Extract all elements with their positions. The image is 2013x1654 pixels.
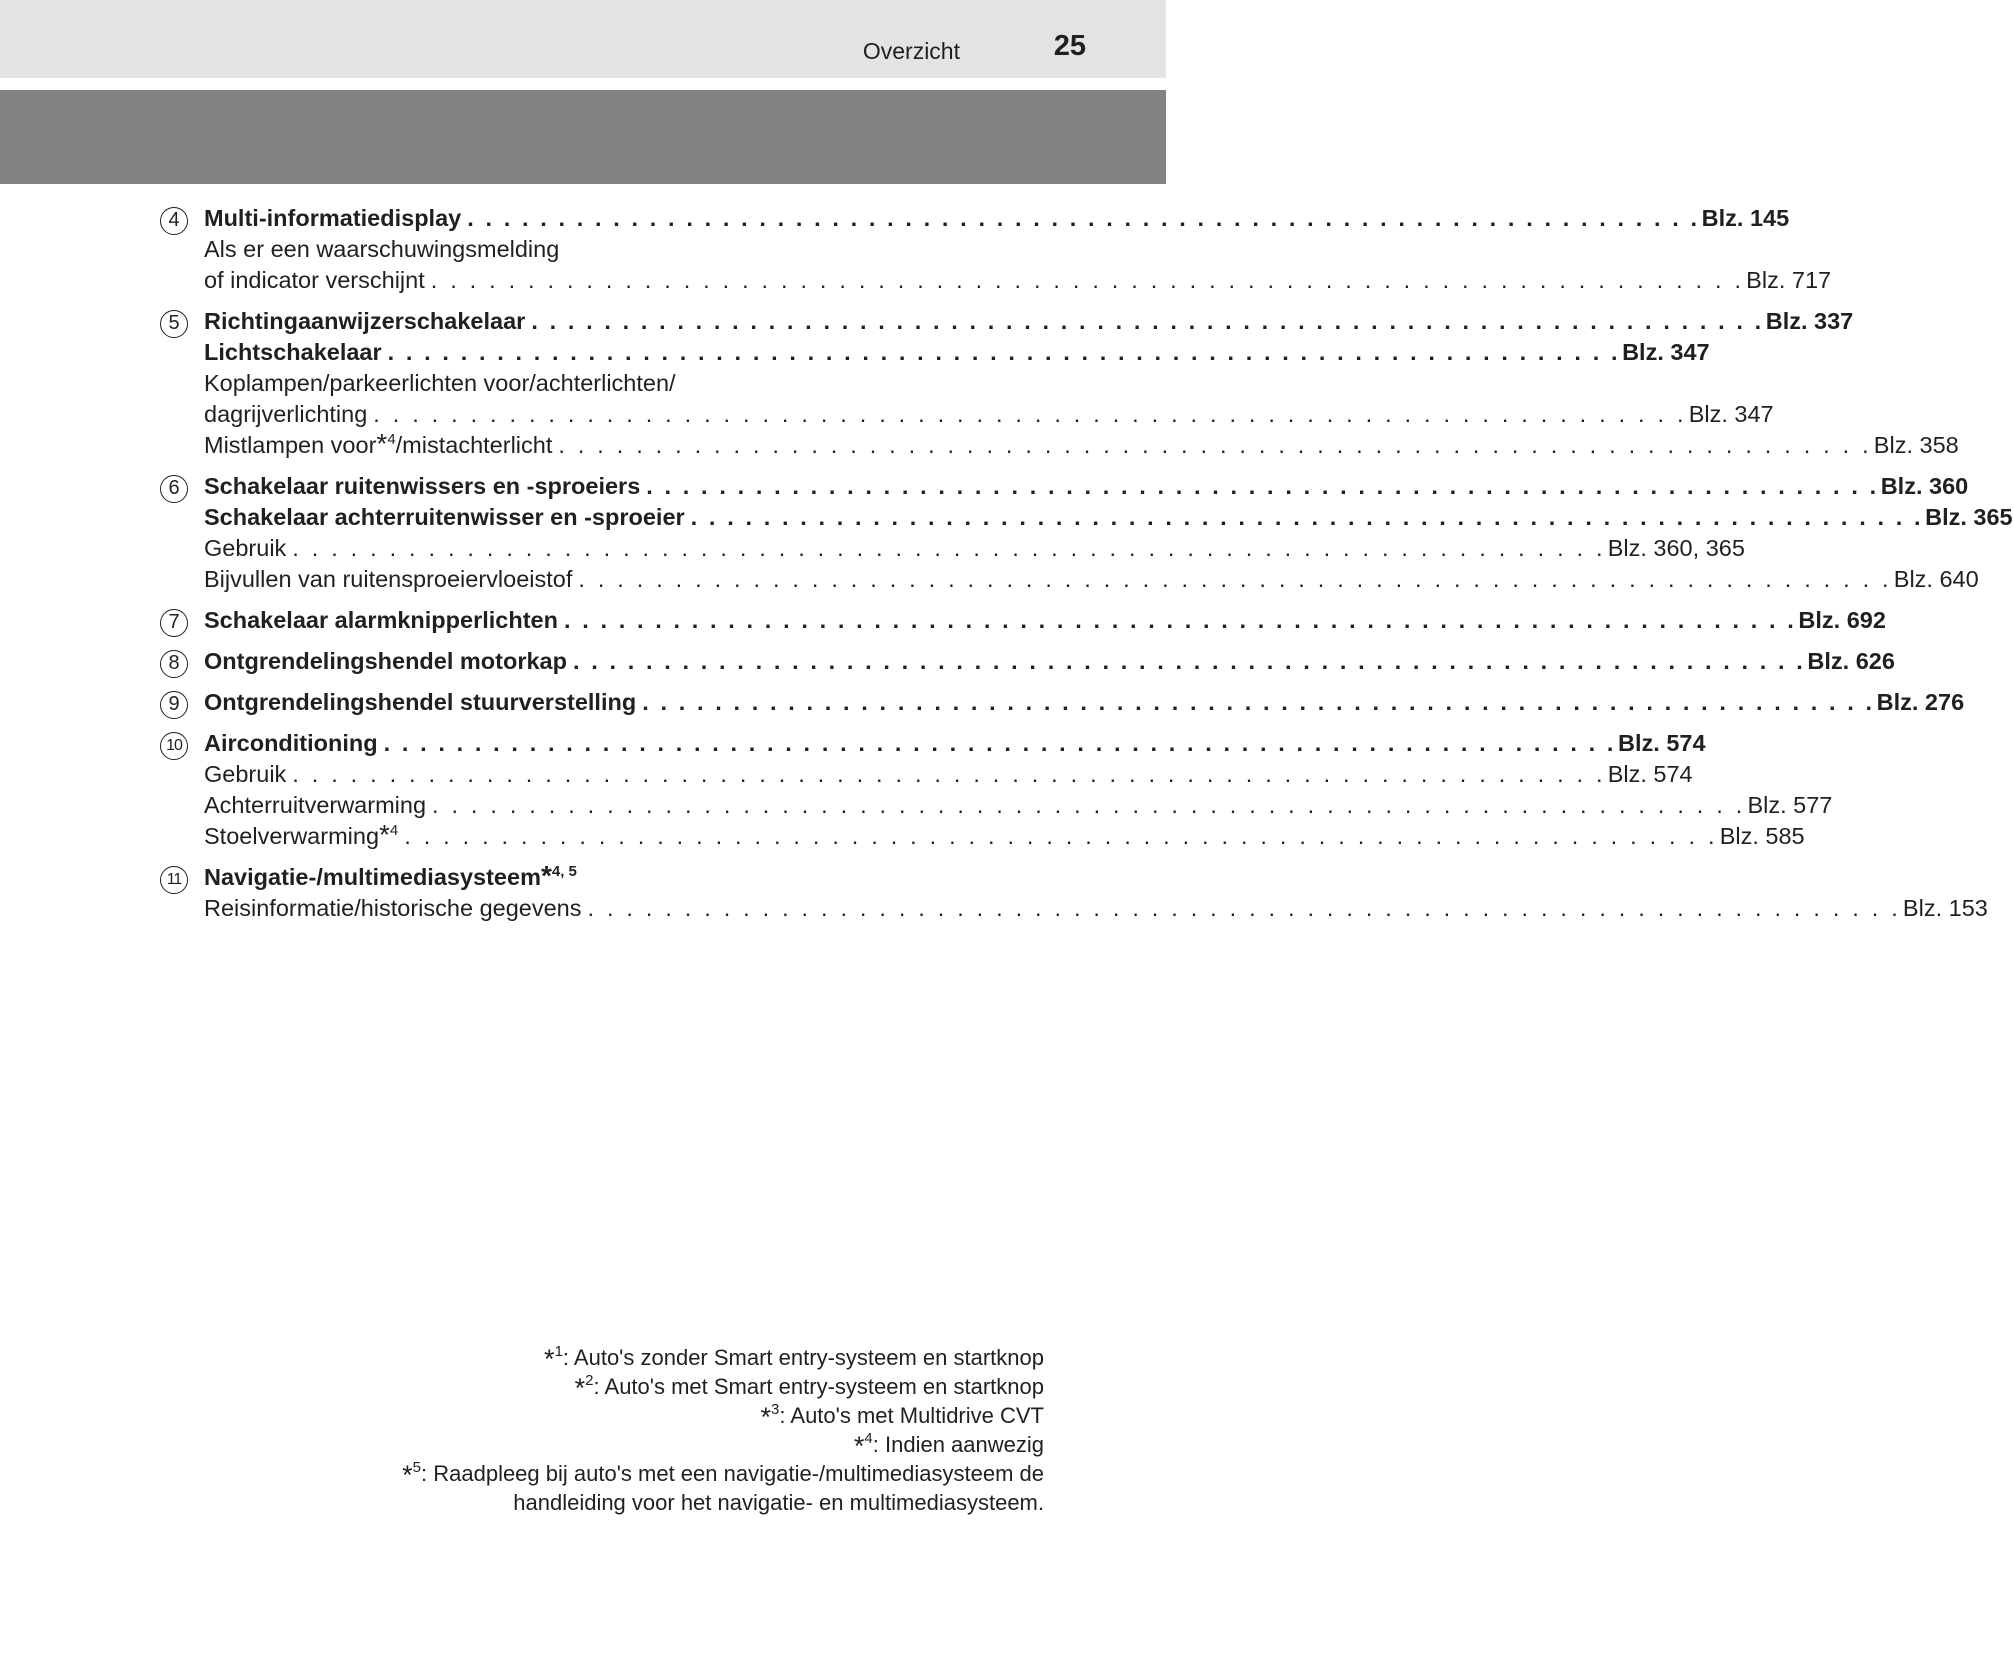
page-reference[interactable]: Blz. 365 xyxy=(1925,504,2013,530)
index-entry[interactable] xyxy=(204,533,1745,564)
page-reference[interactable]: Blz. 360 xyxy=(1880,473,1969,499)
entry-label: Airconditioning xyxy=(204,730,378,756)
footnote-ref: 4 xyxy=(387,431,396,449)
footnote-asterisk: * xyxy=(379,819,390,850)
footnote-ref: 4, 5 xyxy=(551,863,577,881)
page-reference[interactable]: Blz. 574 xyxy=(1607,761,1693,787)
entry-label-group xyxy=(204,265,425,296)
page-reference[interactable]: Blz. 145 xyxy=(1701,205,1790,231)
footnote xyxy=(344,1488,1044,1517)
entry-label: Reisinformatie/historische gegevens xyxy=(204,895,582,921)
leader-dots: . . . . . . . . . . . . . . . . . . . . . . . . . . . . . . . . . . . . . . . . . . . . . . . . . . . . . . . . . . . . . . . . . . . . xyxy=(563,607,1797,633)
callout-number: 11 xyxy=(160,866,188,894)
index-entry[interactable] xyxy=(204,687,1965,718)
page-reference[interactable]: Blz. 358 xyxy=(1873,432,1959,458)
index-entry[interactable] xyxy=(204,728,1706,759)
entry-label-group xyxy=(204,821,398,852)
index-entry[interactable] xyxy=(204,605,1886,636)
leader-dots: . . . . . . . . . . . . . . . . . . . . . . . . . . . . . . . . . . . . . . . . . . . . . . . . . . . . . . . . . . . . . . . . . . . . xyxy=(467,205,1700,231)
index-entry[interactable] xyxy=(204,646,1895,677)
entry-label: Ontgrendelingshendel motorkap xyxy=(204,648,567,674)
entry-label-group xyxy=(204,502,685,533)
footnote-colon: : xyxy=(562,1345,574,1370)
leader-dots: . . . . . . . . . . . . . . . . . . . . . . . . . . . . . . . . . . . . . . . . . . . . . . . . . . . . . . . . . . . . . . . . . . . . xyxy=(531,308,1764,334)
entry-label-group xyxy=(204,790,426,821)
entry-label-group xyxy=(204,687,636,718)
page-reference[interactable]: Blz. 585 xyxy=(1719,823,1805,849)
entry-label-suffix: /mistachterlicht xyxy=(395,432,553,458)
index-entry[interactable] xyxy=(204,819,1805,852)
leader-dots: . . . . . . . . . . . . . . . . . . . . . . . . . . . . . . . . . . . . . . . . . . . . . . . . . . . . . . . . . . . . . . . . . . . . xyxy=(558,432,1872,458)
callout-number: 9 xyxy=(160,691,188,719)
index-entry[interactable] xyxy=(204,399,1774,430)
entry-label: Mistlampen voor xyxy=(204,432,377,458)
index-entry[interactable] xyxy=(204,306,1854,337)
entry-label-group xyxy=(204,471,640,502)
index-entry[interactable] xyxy=(204,790,1833,821)
footnote-text: Auto's zonder Smart entry-systeem en startknop xyxy=(573,1345,1044,1370)
page-reference[interactable]: Blz. 337 xyxy=(1765,308,1854,334)
entry-label: Gebruik xyxy=(204,535,287,561)
page-reference[interactable]: Blz. 640 xyxy=(1893,566,1979,592)
entry-label: Richtingaanwijzerschakelaar xyxy=(204,308,526,334)
callout-number: 4 xyxy=(160,207,188,235)
entry-label: Stoelverwarming xyxy=(204,823,380,849)
callout-number: 8 xyxy=(160,650,188,678)
leader-dots: . . . . . . . . . . . . . . . . . . . . . . . . . . . . . . . . . . . . . . . . . . . . . . . . . . . . . . . . . . . . . . . . . . . . xyxy=(292,761,1606,787)
footnote-text: Indien aanwezig xyxy=(884,1432,1044,1457)
footnote-asterisk: * xyxy=(574,1373,586,1403)
footnote-asterisk: * xyxy=(544,1344,555,1374)
index-entry[interactable] xyxy=(204,564,1979,595)
index-list xyxy=(160,203,2013,934)
page-number: 25 xyxy=(1053,30,1086,62)
entry-label: Schakelaar ruitenwissers en -sproeiers xyxy=(204,473,641,499)
index-section xyxy=(160,728,1833,852)
footnote-mark: 1 xyxy=(554,1343,563,1360)
footnote-colon: : xyxy=(779,1403,791,1428)
entry-label-group xyxy=(204,564,572,595)
header-band xyxy=(0,90,1166,184)
entry-label: Navigatie-/multimediasysteem xyxy=(204,864,541,890)
footnote-text: Auto's met Smart entry-systeem en startknop xyxy=(604,1374,1044,1399)
entry-label-group xyxy=(204,533,286,564)
footnote xyxy=(344,1430,1044,1459)
footnote-colon: : xyxy=(593,1374,605,1399)
page-reference[interactable]: Blz. 574 xyxy=(1618,730,1706,756)
entry-label: Schakelaar achterruitenwisser en -sproeier xyxy=(204,504,685,530)
entry-label: Bijvullen van ruitensproeiervloeistof xyxy=(204,566,573,592)
entry-label: Lichtschakelaar xyxy=(204,339,382,365)
entry-label: of indicator verschijnt xyxy=(204,267,425,293)
entry-label-group xyxy=(204,759,286,790)
leader-dots: . . . . . . . . . . . . . . . . . . . . . . . . . . . . . . . . . . . . . . . . . . . . . . . . . . . . . . . . . . . . . . . . . . . . xyxy=(373,401,1687,427)
index-section xyxy=(160,203,1832,296)
footnote-text: Auto's met Multidrive CVT xyxy=(790,1403,1044,1428)
entry-label: Schakelaar alarmknipperlichten xyxy=(204,607,558,633)
entry-label: Ontgrendelingshendel stuurverstelling xyxy=(204,689,637,715)
entry-label-group xyxy=(204,893,582,924)
leader-dots: . . . . . . . . . . . . . . . . . . . . . . . . . . . . . . . . . . . . . . . . . . . . . . . . . . . . . . . . . . . . . . . . . . . . xyxy=(292,535,1606,561)
footnote-asterisk: * xyxy=(760,1402,772,1432)
entry-label-group xyxy=(204,430,552,461)
footnote-ref: 4 xyxy=(389,822,399,840)
entry-label: Koplampen/parkeerlichten voor/achterlichten/ xyxy=(204,370,676,396)
footnote xyxy=(344,1401,1044,1430)
index-section xyxy=(160,860,1988,924)
page-reference[interactable]: Blz. 717 xyxy=(1746,267,1832,293)
footnote-asterisk: * xyxy=(540,860,552,891)
entry-label-group xyxy=(204,306,525,337)
index-entry[interactable] xyxy=(204,502,2013,533)
callout-number: 10 xyxy=(160,732,188,760)
index-entry[interactable] xyxy=(204,428,1959,461)
leader-dots: . . . . . . . . . . . . . . . . . . . . . . . . . . . . . . . . . . . . . . . . . . . . . . . . . . . . . . . . . . . . . . . . . . . . xyxy=(646,473,1879,499)
entry-label: Als er een waarschuwingsmelding xyxy=(204,236,560,262)
page-reference[interactable]: Blz. 626 xyxy=(1807,648,1895,674)
index-entry[interactable] xyxy=(204,893,1988,924)
entry-label-group xyxy=(204,337,382,368)
index-entry[interactable] xyxy=(204,265,1832,296)
leader-dots: . . . . . . . . . . . . . . . . . . . . . . . . . . . . . . . . . . . . . . . . . . . . . . . . . . . . . . . . . . . . . . . . . . . . xyxy=(387,339,1621,365)
leader-dots: . . . . . . . . . . . . . . . . . . . . . . . . . . . . . . . . . . . . . . . . . . . . . . . . . . . . . . . . . . . . . . . . . . . . xyxy=(430,267,1745,293)
footnote-asterisk: * xyxy=(376,428,388,459)
footnote-asterisk: * xyxy=(402,1460,413,1490)
section-title: Overzicht xyxy=(862,38,960,64)
entry-label-group xyxy=(204,605,558,636)
footnote-mark: 3 xyxy=(771,1401,780,1418)
footnote-text: Raadpleeg bij auto's met een navigatie-/multimediasysteem de xyxy=(433,1461,1044,1486)
leader-dots: . . . . . . . . . . . . . . . . . . . . . . . . . . . . . . . . . . . . . . . . . . . . . . . . . . . . . . . . . . . . . . . . . . . . xyxy=(690,504,1924,530)
index-section xyxy=(160,306,1959,461)
index-section xyxy=(160,646,1895,677)
index-subtext xyxy=(204,862,1000,893)
leader-dots: . . . . . . . . . . . . . . . . . . . . . . . . . . . . . . . . . . . . . . . . . . . . . . . . . . . . . . . . . . . . . . . . . . . . xyxy=(587,895,1901,921)
entry-label: Multi-informatiedisplay xyxy=(204,205,462,231)
index-entry[interactable] xyxy=(204,203,1790,234)
page-reference[interactable]: Blz. 347 xyxy=(1688,401,1774,427)
callout-number: 7 xyxy=(160,609,188,637)
entry-label-group xyxy=(204,203,461,234)
page-header xyxy=(0,0,1166,78)
callout-number: 6 xyxy=(160,475,188,503)
index-subtext xyxy=(204,234,1000,265)
page-reference[interactable]: Blz. 692 xyxy=(1798,607,1886,633)
entry-label: dagrijverlichting xyxy=(204,401,368,427)
footnote xyxy=(344,1372,1044,1401)
footnote xyxy=(344,1459,1044,1488)
leader-dots: . . . . . . . . . . . . . . . . . . . . . . . . . . . . . . . . . . . . . . . . . . . . . . . . . . . . . . . . . . . . . . . . . . . . xyxy=(642,689,1875,715)
page-reference[interactable]: Blz. 347 xyxy=(1622,339,1710,365)
leader-dots: . . . . . . . . . . . . . . . . . . . . . . . . . . . . . . . . . . . . . . . . . . . . . . . . . . . . . . . . . . . . . . . . . . . . xyxy=(404,823,1718,849)
footnote-text: handleiding voor het navigatie- en multimediasysteem. xyxy=(513,1490,1044,1515)
footnote-asterisk: * xyxy=(853,1431,865,1461)
entry-label: Gebruik xyxy=(204,761,287,787)
footnote xyxy=(344,1343,1044,1372)
page-reference[interactable]: Blz. 276 xyxy=(1876,689,1965,715)
page-reference[interactable]: Blz. 577 xyxy=(1747,792,1833,818)
index-section xyxy=(160,687,1965,718)
leader-dots: . . . . . . . . . . . . . . . . . . . . . . . . . . . . . . . . . . . . . . . . . . . . . . . . . . . . . . . . . . . . . . . . . . . . xyxy=(383,730,1617,756)
leader-dots: . . . . . . . . . . . . . . . . . . . . . . . . . . . . . . . . . . . . . . . . . . . . . . . . . . . . . . . . . . . . . . . . . . . . xyxy=(578,566,1892,592)
footnote-mark: 2 xyxy=(585,1372,594,1389)
entry-label: Achterruitverwarming xyxy=(204,792,427,818)
footnotes xyxy=(344,1343,1044,1517)
footnote-colon: : xyxy=(872,1432,885,1457)
index-section xyxy=(160,605,1886,636)
footnote-colon: : xyxy=(421,1461,434,1486)
index-subtext xyxy=(204,368,1000,399)
page-reference[interactable]: Blz. 360, 365 xyxy=(1607,535,1745,561)
entry-label-group xyxy=(204,399,367,430)
leader-dots: . . . . . . . . . . . . . . . . . . . . . . . . . . . . . . . . . . . . . . . . . . . . . . . . . . . . . . . . . . . . . . . . . . . . xyxy=(432,792,1746,818)
index-entry[interactable] xyxy=(204,471,1969,502)
index-entry[interactable] xyxy=(204,759,1693,790)
entry-label-group xyxy=(204,646,567,677)
footnote-mark: 5 xyxy=(412,1459,421,1476)
footnote-mark: 4 xyxy=(864,1430,873,1447)
index-entry[interactable] xyxy=(204,337,1710,368)
page-reference[interactable]: Blz. 153 xyxy=(1902,895,1988,921)
index-section xyxy=(160,471,2013,595)
entry-label-group xyxy=(204,728,378,759)
leader-dots: . . . . . . . . . . . . . . . . . . . . . . . . . . . . . . . . . . . . . . . . . . . . . . . . . . . . . . . . . . . . . . . . . . . . xyxy=(572,648,1806,674)
callout-number: 5 xyxy=(160,310,188,338)
